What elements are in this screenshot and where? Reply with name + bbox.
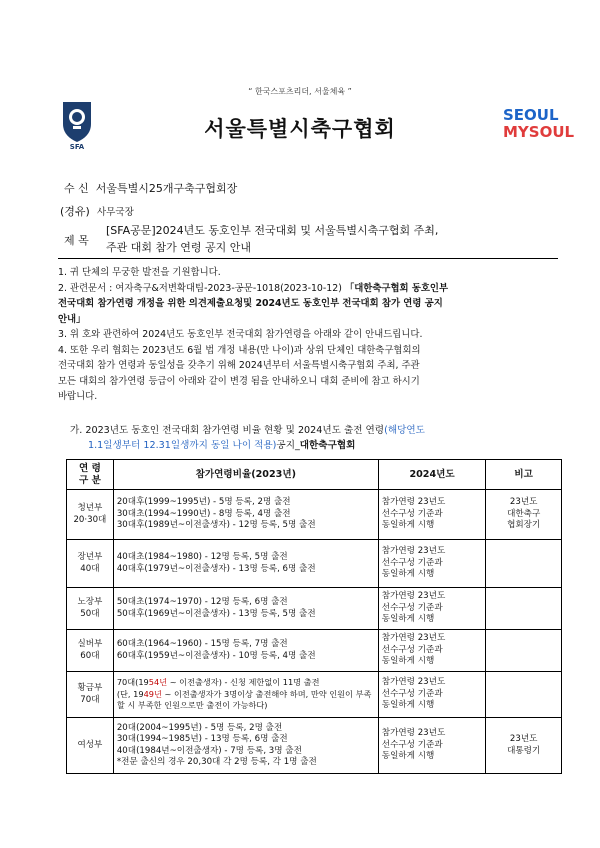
ratio-line: 20대후(1999~1995년) - 5명 등록, 2명 출전 [116, 497, 291, 508]
related-doc-title-2: 전국대회 참가연령 개정을 위한 의견제출요청및 2024년도 동호인부 전국대회 참가 연령 공지 [58, 298, 443, 309]
row-ratio [113, 718, 378, 774]
y2024-line: 참가연령 23년도 [381, 633, 446, 644]
paragraph-4-line-1: 4. 또한 우리 협회는 2023년도 6월 법 개정 내용(만 나이)과 상위 단체인 대한축구협회의 [58, 344, 421, 356]
col-age-group: 연 령 구 분 [67, 460, 114, 490]
note-line: 23년도 [509, 734, 538, 744]
recipient-value: 서울특별시25개구축구협회장 [95, 182, 238, 195]
ratio-line: 50대초(1974~1970) - 12명 등록, 6명 출전 [116, 597, 288, 607]
row-ratio [113, 490, 378, 540]
row-group: 장년부 40대 [67, 540, 114, 588]
y2024-line: 참가연령 23년도 [381, 728, 446, 739]
paragraph-4-line-2: 전국대회 참가 연령과 동일성을 갖추기 위해 2024년부터 서울특별시축구협회 주최, 주관 [58, 360, 420, 371]
y2024-line: 동일하게 시행 [381, 569, 435, 580]
header-divider [58, 258, 558, 259]
table-row [67, 490, 562, 540]
subject-line-2: 주관 대회 참가 연령 공지 안내 [106, 241, 251, 254]
row-note [486, 588, 562, 630]
row-ratio [113, 588, 378, 630]
paragraph-3: 3. 위 호와 관련하여 2024년도 동호인부 전국대회 참가연령을 아래와 같이 안내드립니다. [58, 329, 423, 340]
note-line: 23년도 [509, 497, 538, 508]
y2024-line: 참가연령 23년도 [381, 546, 446, 557]
section-note-1: (해당연도 [384, 425, 425, 436]
y2024-line: 동일하게 시행 [381, 656, 435, 667]
ratio-line: 60대초(1964~1960) - 15명 등록, 7명 출전 [116, 639, 288, 649]
col-2024: 2024년도 [378, 460, 486, 490]
ratio-line: 60대후(1959년~이전출생자) - 10명 등록, 4명 출전 [116, 650, 316, 661]
row-ratio [113, 672, 378, 718]
via-value: 사무국장 [96, 207, 134, 218]
y2024-line: 선수구성 기준과 [381, 557, 443, 568]
note-line: 대통령기 [507, 745, 541, 756]
ratio-line: *전문 출신의 경우 20,30대 각 2명 등록, 각 1명 출전 [116, 757, 317, 767]
row-2024 [378, 718, 486, 774]
row-2024 [378, 540, 486, 588]
y2024-line: 선수구성 기준과 [381, 602, 443, 613]
via-label: (경유) [60, 205, 90, 218]
gold-l3: 할 시 부족한 인원으로만 출전이 가능하다) [116, 700, 268, 711]
ratio-line: 30대후(1989년~이전출생자) - 12명 등록, 5명 출전 [116, 520, 316, 531]
gold-l2a: (단, 19 [116, 688, 144, 699]
table-row [67, 672, 562, 718]
row-group: 노장부 50대 [67, 588, 114, 630]
ratio-line: 40대초(1984~1980) - 12명 등록, 5명 출전 [116, 552, 288, 562]
row-note [486, 718, 562, 774]
motto: “ 한국스포츠리더, 서울체육 ” [248, 87, 352, 96]
y2024-line: 동일하게 시행 [381, 614, 435, 625]
ratio-line: 50대후(1969년~이전출생자) - 13명 등록, 5명 출전 [116, 608, 316, 619]
note-line: 협회장기 [507, 520, 541, 531]
col-ratio-2023: 참가연령비율(2023년) [113, 460, 378, 490]
gold-l2b: 49년 [143, 688, 162, 699]
gold-l1c: ~ 이전출생자) - 신청 제한없이 11명 출전 [167, 677, 320, 688]
paragraph-4-line-3: 모든 대회의 참가연령 등급이 아래와 같이 변경 됨을 안내하오니 대회 준비에 참고 하시기 [58, 375, 420, 387]
section-title: 가. 2023년도 동호인 전국대회 참가연령 비율 현황 및 2024년도 출전 연령 [70, 425, 385, 436]
y2024-line: 참가연령 23년도 [381, 497, 446, 508]
row-group: 청년부 20·30대 [67, 490, 114, 540]
ratio-line: 20대(2004~1995년) - 5명 등록, 2명 출전 [116, 722, 283, 733]
paragraph-2 [58, 281, 558, 297]
brand-line-1: SEOUL [503, 106, 559, 124]
related-doc: 2. 관련문서 : 여자축구&저변확대팀-2023-공문-1018(2023-10-12) [58, 282, 345, 294]
table-row [67, 718, 562, 774]
recipient-row [64, 180, 237, 196]
gold-l1b: 54년 [148, 677, 168, 688]
ratio-line: 40대후(1979년~이전출생자) - 13명 등록, 6명 출전 [116, 563, 316, 574]
y2024-line: 참가연령 23년도 [381, 677, 446, 688]
via-row [60, 203, 134, 219]
row-2024 [378, 588, 486, 630]
y2024-line: 동일하게 시행 [381, 520, 435, 531]
paragraph-1: 1. 귀 단체의 무궁한 발전을 기원합니다. [58, 267, 221, 278]
y2024-line: 선수구성 기준과 [381, 644, 443, 655]
row-group: 여성부 [67, 718, 114, 774]
table-row [67, 630, 562, 672]
recipient-label: 수 신 [64, 182, 89, 195]
ratio-line: 40대(1984년~이전출생자) - 7명 등록, 3명 출전 [116, 745, 302, 756]
section-heading [70, 423, 550, 453]
note-line: 대한축구 [507, 508, 541, 519]
row-2024 [378, 672, 486, 718]
page-title: 서울특별시축구협회 [204, 117, 396, 141]
gold-l1a: 70대(19 [116, 677, 149, 688]
y2024-line: 선수구성 기준과 [381, 739, 443, 750]
subject-line-1: [SFA공문]2024년도 동호인부 전국대회 및 서울특별시축구협회 주최, [106, 224, 439, 237]
y2024-line: 선수구성 기준과 [381, 508, 443, 519]
y2024-line: 동일하게 시행 [381, 700, 435, 711]
section-suffix: 공지_ [276, 440, 300, 451]
section-note-2: 1.1일생부터 12.31일생까지 동일 나이 적용) [88, 440, 277, 451]
row-note [486, 540, 562, 588]
gold-l2c: ~ 이전출생자가 3명이상 출전해야 하며, 만약 인원이 부족 [161, 688, 372, 699]
related-doc-title-1: 「대한축구협회 동호인부 [344, 282, 449, 294]
row-2024 [378, 630, 486, 672]
seoul-brand-logo [503, 106, 575, 151]
row-group: 황금부 70대 [67, 672, 114, 718]
row-note [486, 672, 562, 718]
table-row [67, 540, 562, 588]
paragraph-4-line-4: 바랍니다. [58, 391, 98, 402]
row-note [486, 630, 562, 672]
svg-text:SFA: SFA [69, 143, 85, 150]
y2024-line: 참가연령 23년도 [381, 591, 446, 602]
subject-value [106, 222, 438, 256]
row-ratio [113, 630, 378, 672]
col-note: 비고 [486, 460, 562, 490]
ratio-line: 30대초(1994~1990년) - 8명 등록, 4명 출전 [116, 508, 291, 519]
subject-label: 제 목 [64, 234, 89, 247]
row-note [486, 490, 562, 540]
brand-line-2: MYSOUL [503, 123, 575, 141]
ratio-line: 30대(1994~1985년) - 13명 등록, 6명 출전 [116, 734, 288, 744]
y2024-line: 선수구성 기준과 [381, 688, 443, 699]
age-table [66, 459, 562, 774]
table-row [67, 588, 562, 630]
row-ratio [113, 540, 378, 588]
row-2024 [378, 490, 486, 540]
section-source: 대한축구협회 [299, 440, 356, 451]
row-group: 실버부 60대 [67, 630, 114, 672]
body-text [58, 265, 558, 405]
related-doc-title-3: 안내」 [58, 313, 86, 325]
y2024-line: 동일하게 시행 [381, 751, 435, 762]
